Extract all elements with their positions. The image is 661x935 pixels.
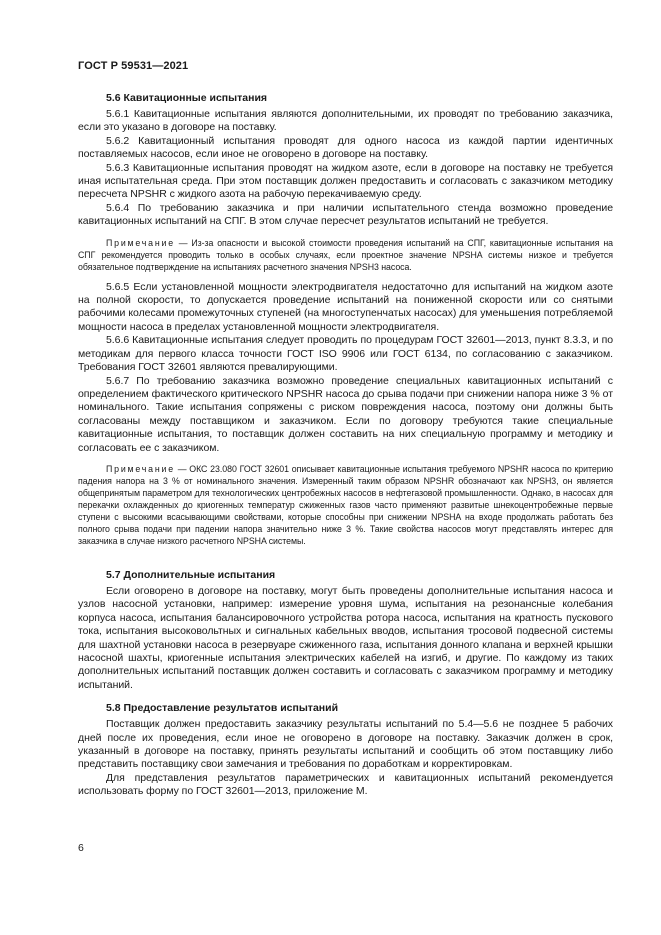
note-2	[78, 463, 613, 547]
paragraph-5-6-6: 5.6.6 Кавитационные испытания следует проводить по процедурам ГОСТ 32601—2013, пункт 8.3.3, и по методикам для первого класса точности ГОСТ ISO 9906 или ГОСТ 6134, по согласованию с заказчиком. Требования ГОСТ 32601 являются превалирующими.	[78, 334, 613, 374]
document-body	[78, 92, 613, 799]
paragraph-5-8-1: Поставщик должен предоставить заказчику результаты испытаний по 5.4—5.6 не позднее 5 рабочих дней после их проведения, если иное не оговорено в договоре на поставку. Заказчик должен в срок, указанный в договоре на поставку, принять результаты испытаний и сообщить об этом поставщику либо представить поставщику свои замечания и требования по доработкам и корректировкам.	[78, 718, 613, 771]
paragraph-5-6-1: 5.6.1 Кавитационные испытания являются дополнительными, их проводят по требованию заказчика, если это указано в договоре на поставку.	[78, 108, 613, 134]
section-title-5-6: 5.6 Кавитационные испытания	[106, 92, 268, 104]
paragraph-5-7-1: Если оговорено в договоре на поставку, могут быть проведены дополнительные испытания насоса и узлов насосной установки, например: измерение уровня шума, испытания на резонансные колебания корпуса насоса, испытания балансировочного устройства ротора насоса, испытания на кратность пускового тока, испытания высоковольтных и сигнальных кабельных вводов, испытания тросовой подвесной системы для шахтной установки насоса в резервуаре сжиженного газа, испытания донного клапана и верхней крышки насосной шахты, криогенные испытания электрических кабелей на изгиб, и другие. По каждому из таких дополнительных испытаний поставщик должен составить и согласовать с заказчиком программу и методику испытаний.	[78, 584, 613, 691]
paragraph-5-6-3: 5.6.3 Кавитационные испытания проводят на жидком азоте, если в договоре на поставку не требуется иная испытательная среда. При этом поставщик должен предоставить и согласовать с заказчиком методику пересчета NPSHR с жидкого азота на рабочую перекачиваемую среду.	[78, 161, 613, 201]
page-header: ГОСТ Р 59531—2021	[78, 60, 189, 72]
paragraph-5-6-2: 5.6.2 Кавитационный испытания проводят для одного насоса из каждой партии идентичных поставляемых насосов, если иное не оговорено в договоре на поставку.	[78, 134, 613, 161]
note-2-text: — ОКС 23.080 ГОСТ 32601 описывает кавитационные испытания требуемого NPSHR насоса по критерию падения напора на 3 % от номинального значения. Измеренный таким образом NPSHR обозначают как NPSH3, он является общепринятым параметром для технологических центробежных насосов в нефтегазовой промышленности. Однако, в насосах для перекачки охлажденных до криогенных температур сжиженных газов часто применяют развитые шнекоцентробежные первые ступени с высокими всасывающими свойствами, которые способны при снижении NPSHA на входе продолжать работать без полного срыва подачи при падении напора значительно ниже 3 %. Такие свойства насосов могут представлять интерес для заказчика в случае низкого расчетного NPSHA системы.	[78, 463, 613, 546]
note-1	[78, 237, 613, 273]
note-1-label: Примечание	[106, 237, 175, 248]
paragraph-5-6-7: 5.6.7 По требованию заказчика возможно проведение специальных кавитационных испытаний с определением фактического критического NPSHR насоса до срыва подачи при снижении напора ниже 3 % от номинального. Такие испытания сопряжены с риском повреждения насоса, поэтому они должны быть согласованы между поставщиком и заказчиком. Если по договору требуются такие специальные кавитационные испытания, то поставщик должен составить на них специальную программу и методику и согласовать ее с заказчиком.	[78, 374, 613, 454]
section-title-5-8: 5.8 Предоставление результатов испытаний	[106, 702, 339, 715]
page-number: 6	[78, 842, 84, 854]
note-1-text: — Из-за опасности и высокой стоимости проведения испытаний на СПГ, кавитационные испытания на СПГ рекомендуется проводить только в особых случаях, если проектное значение NPSHA системы низкое и требуется обязательное подтверждение на испытаниях расчетного значения NPSH3 насоса.	[78, 237, 613, 272]
paragraph-5-6-4: 5.6.4 По требованию заказчика и при наличии испытательного стенда возможно проведение кавитационных испытаний на СПГ. В этом случае пересчет результатов испытаний не требуется.	[78, 201, 613, 228]
paragraph-5-8-2: Для представления результатов параметрических и кавитационных испытаний рекомендуется использовать форму по ГОСТ 32601—2013, приложение М.	[78, 771, 613, 798]
paragraph-5-6-5: 5.6.5 Если установленной мощности электродвигателя недостаточно для испытаний на жидком азоте на полной скорости, то допускается проведение испытаний на пониженной скорости или со снятыми рабочими колесами промежуточных ступеней (на многоступенчатых насосах) для уменьшения потребляемой мощности насоса в пределах установленной мощности электродвигателя.	[78, 280, 613, 333]
note-2-label: Примечание	[106, 463, 175, 474]
section-title-5-7: 5.7 Дополнительные испытания	[106, 568, 276, 581]
